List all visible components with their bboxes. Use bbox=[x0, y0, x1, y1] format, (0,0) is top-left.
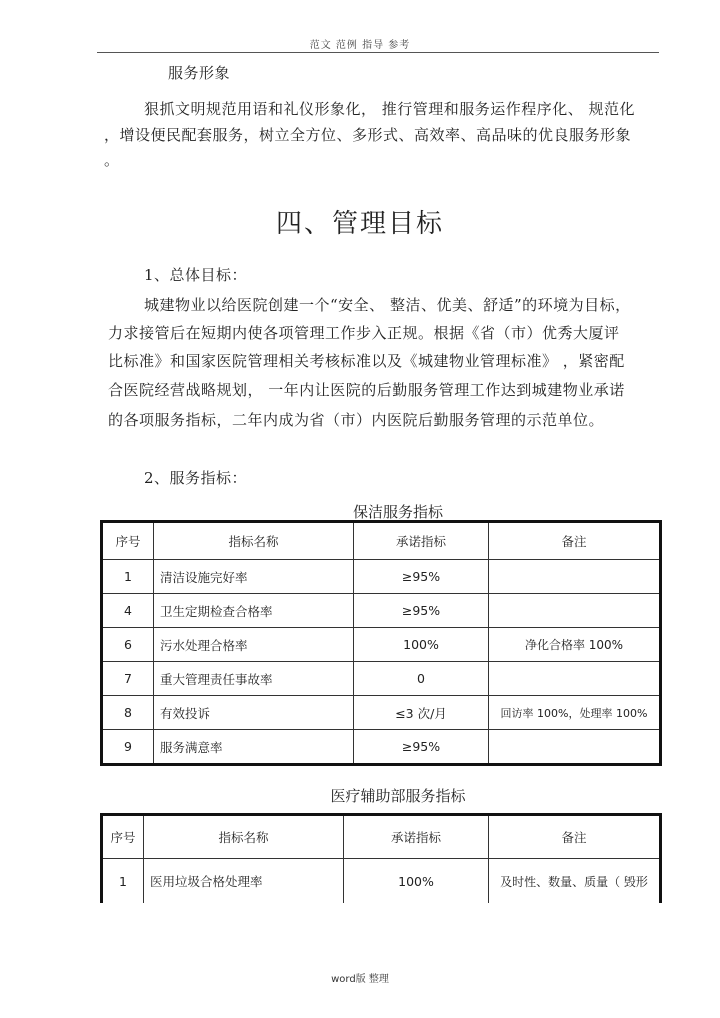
cell-remark: 回访率 100%，处理率 100% bbox=[489, 696, 661, 730]
cell-remark: 净化合格率 100% bbox=[489, 628, 661, 662]
cell-remark bbox=[489, 594, 661, 628]
cell-target: ≥95% bbox=[354, 594, 489, 628]
paragraph-line: ，增设便民配套服务，树立全方位、多形式、高效率、高品味的优良服务形象 bbox=[104, 126, 632, 144]
header-cell: 序号 bbox=[102, 815, 144, 859]
cell-number: 6 bbox=[102, 628, 154, 662]
table-row bbox=[102, 560, 661, 594]
section-title-service-image: 服务形象 bbox=[168, 64, 231, 82]
table-row bbox=[102, 859, 661, 904]
table-row bbox=[102, 628, 661, 662]
header-cell: 序号 bbox=[102, 522, 154, 560]
paragraph-line: 狠抓文明规范用语和礼仪形象化， 推行管理和服务运作程序化、 规范化 bbox=[144, 100, 636, 118]
table-header-row bbox=[102, 522, 661, 560]
cell-number: 4 bbox=[102, 594, 154, 628]
cell-remark bbox=[489, 560, 661, 594]
header-divider bbox=[97, 52, 659, 53]
paragraph-line: 力求接管后在短期内使各项管理工作步入正规。根据《省（市）优秀大厦评 bbox=[108, 324, 620, 342]
table-row bbox=[102, 594, 661, 628]
cell-remark: 及时性、数量、质量（ 毁形 bbox=[489, 859, 661, 904]
paragraph-line: 的各项服务指标，二年内成为省（市）内医院后勤服务管理的示范单位。 bbox=[108, 411, 605, 429]
header-cell: 承诺指标 bbox=[354, 522, 489, 560]
cell-indicator: 卫生定期检查合格率 bbox=[154, 594, 354, 628]
table2-caption: 医疗辅助部服务指标 bbox=[330, 787, 466, 805]
header-cell: 备注 bbox=[489, 815, 661, 859]
table-row bbox=[102, 662, 661, 696]
table-row bbox=[102, 730, 661, 765]
cell-target: ≥95% bbox=[354, 730, 489, 765]
cell-indicator: 服务满意率 bbox=[154, 730, 354, 765]
header-cell: 承诺指标 bbox=[344, 815, 489, 859]
cell-target: ≥95% bbox=[354, 560, 489, 594]
cell-indicator: 清洁设施完好率 bbox=[154, 560, 354, 594]
cell-target: ≤3 次/月 bbox=[354, 696, 489, 730]
cell-indicator: 重大管理责任事故率 bbox=[154, 662, 354, 696]
goal-heading: 1、总体目标： bbox=[144, 266, 248, 284]
page-header: 范文 范例 指导 参考 bbox=[309, 40, 411, 51]
paragraph-line: 。 bbox=[104, 151, 120, 169]
cell-target: 100% bbox=[354, 628, 489, 662]
header-cell: 备注 bbox=[489, 522, 661, 560]
cell-indicator: 有效投诉 bbox=[154, 696, 354, 730]
cell-number: 1 bbox=[102, 560, 154, 594]
paragraph-line: 城建物业以给医院创建一个“安全、 整洁、优美、舒适”的环境为目标， bbox=[144, 296, 631, 314]
cell-remark bbox=[489, 662, 661, 696]
cell-number: 7 bbox=[102, 662, 154, 696]
cell-indicator: 医用垃圾合格处理率 bbox=[144, 859, 344, 904]
table-header-row bbox=[102, 815, 661, 859]
chapter-title: 四、管理目标 bbox=[275, 209, 444, 239]
cell-target: 0 bbox=[354, 662, 489, 696]
cell-number: 9 bbox=[102, 730, 154, 765]
cell-remark bbox=[489, 730, 661, 765]
cell-indicator: 污水处理合格率 bbox=[154, 628, 354, 662]
cell-target: 100% bbox=[344, 859, 489, 904]
paragraph-line: 合医院经营战略规划， 一年内让医院的后勤服务管理工作达到城建物业承诺 bbox=[108, 381, 625, 399]
table-row bbox=[102, 696, 661, 730]
indicators-heading: 2、服务指标： bbox=[144, 469, 248, 487]
cell-number: 8 bbox=[102, 696, 154, 730]
cell-number: 1 bbox=[102, 859, 144, 904]
header-cell: 指标名称 bbox=[144, 815, 344, 859]
table1-caption: 保洁服务指标 bbox=[352, 503, 443, 521]
header-cell: 指标名称 bbox=[154, 522, 354, 560]
cleaning-service-table bbox=[100, 520, 662, 766]
page-footer: word版 整理 bbox=[331, 974, 389, 985]
medical-support-table bbox=[100, 813, 662, 903]
paragraph-line: 比标准》和国家医院管理相关考核标准以及《城建物业管理标准》 ，紧密配 bbox=[108, 352, 625, 370]
